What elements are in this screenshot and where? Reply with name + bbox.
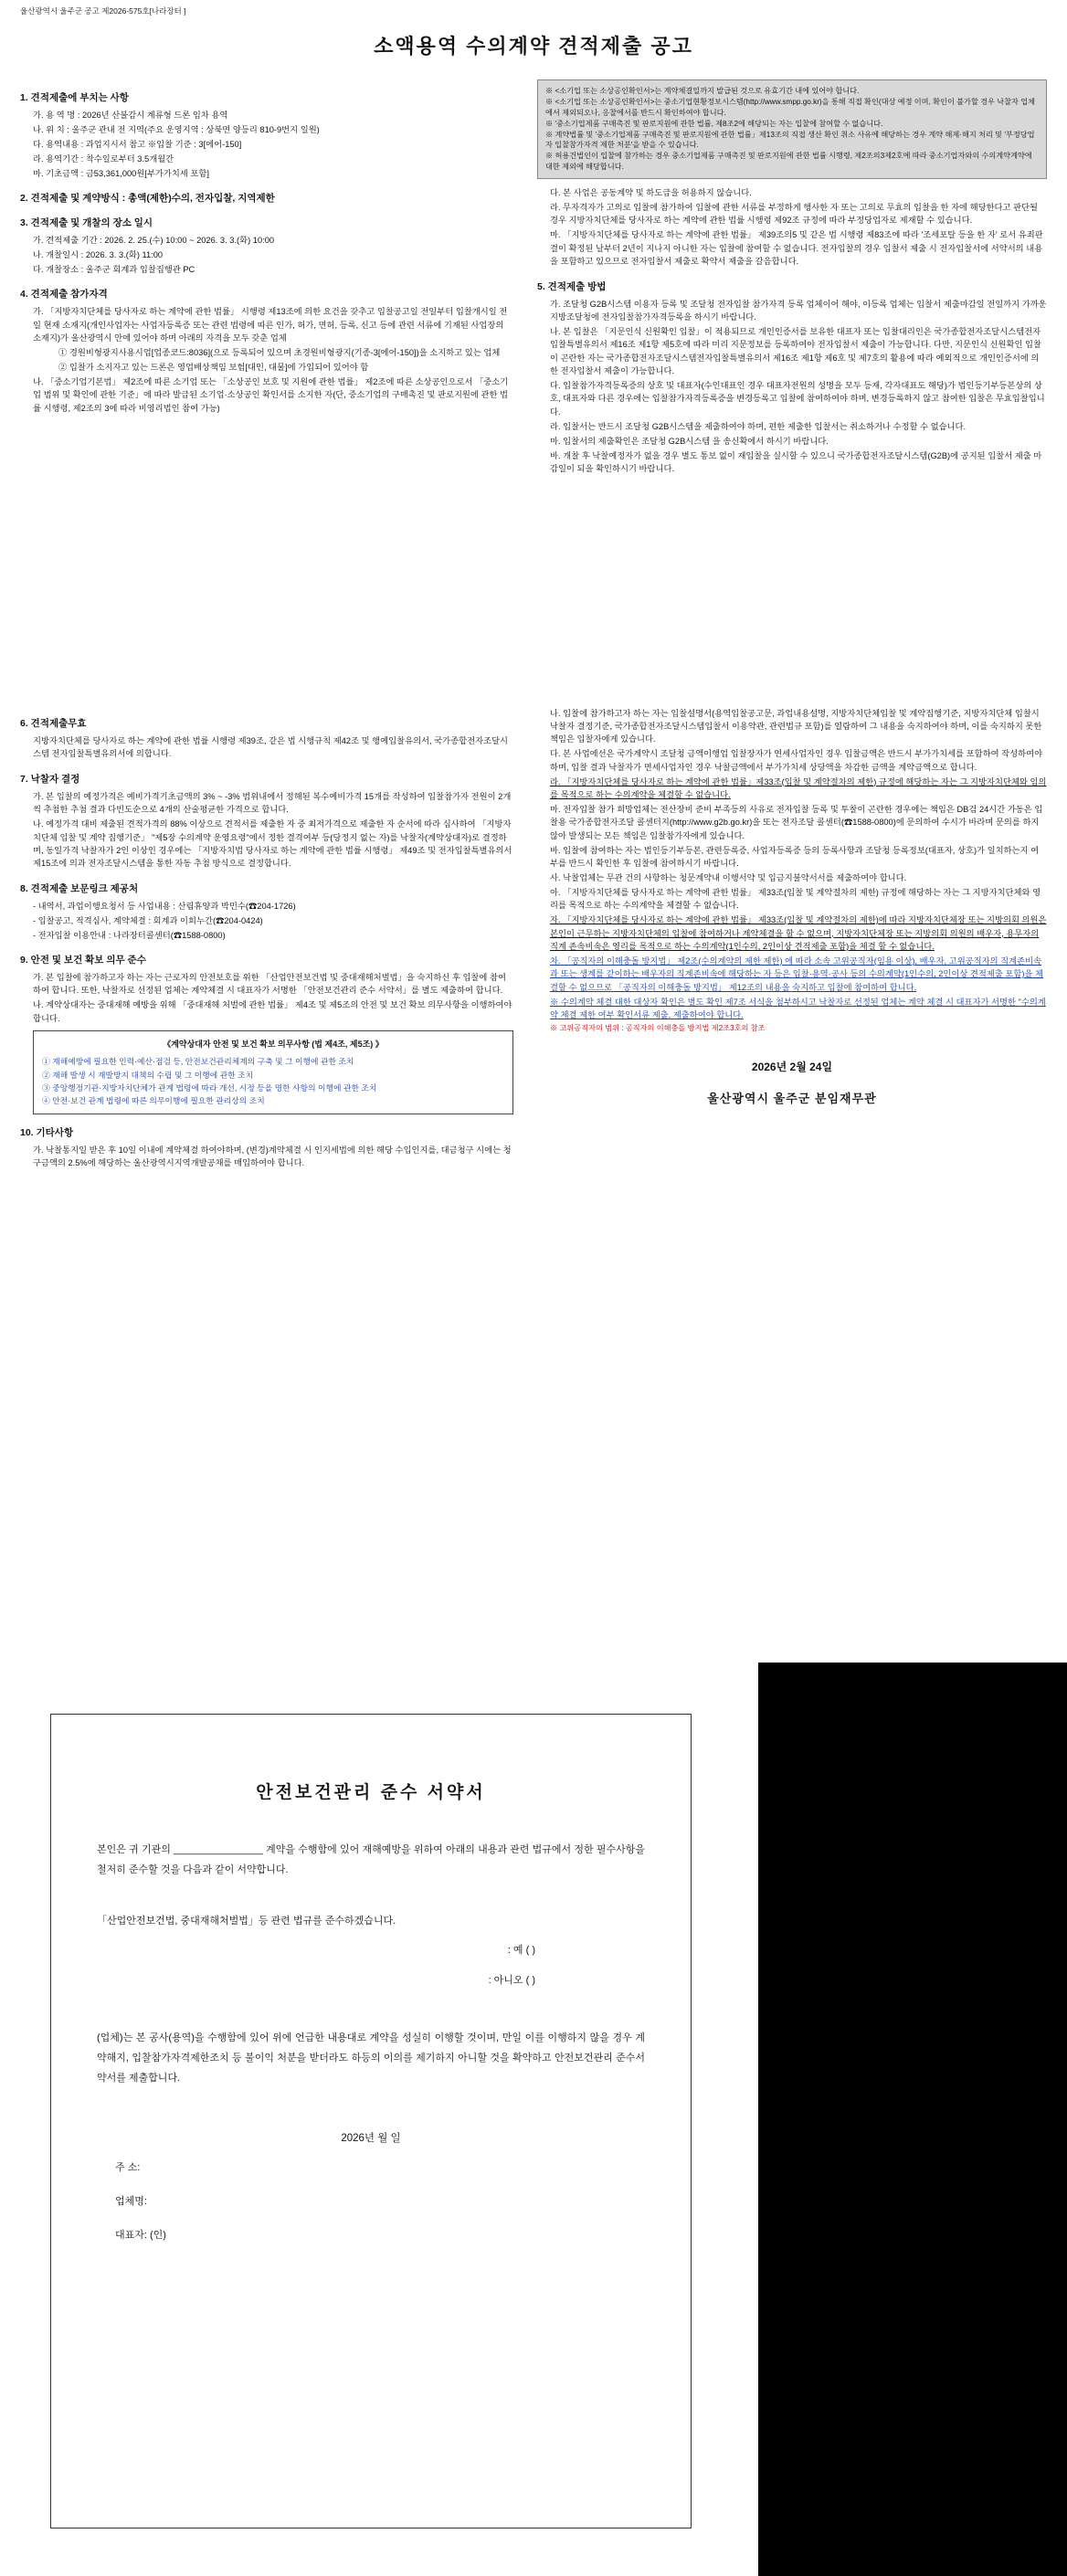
issuing-organization: 울산광역시 울주군 분임재무관 — [707, 1091, 877, 1105]
list-item: 나. 「중소기업기본법」 제2조에 따른 소기업 또는 「소상공인 보호 및 지원에 관한 법률」 제2조에 따른 소상공인으로서 「중소기업 범위 및 확인에 관한 기준」에 따라 발급된 소기업·소상공인 확인서를 소지한 자(단, 중소기업의 구매촉진 및 판로지원에 관한 법률 시행령, 제2조의 3에 따라 비영리법인 참여 가능) — [33, 376, 509, 413]
section-heading-2: 2. 견적제출 및 계약방식 : 총액(제한)수의, 전자입찰, 지역제한 — [20, 193, 275, 205]
list-item: 나. 위 치 : 울주군 관내 전 지역(주요 운영지역 : 상북면 양등리 810-9번지 일원) — [33, 124, 320, 134]
document-header: 울산광역시 울주군 공고 제2026-575호[나라장터 ] — [20, 6, 186, 16]
pledge-form — [50, 1714, 692, 2528]
section-heading-9: 9. 안전 및 보건 확보 의무 준수 — [20, 954, 146, 966]
list-item: 가. 견적제출 기간 : 2026. 2. 25.(수) 10:00 ~ 2026. 3. 3.(화) 10:00 — [33, 236, 275, 246]
list-item: 나. 개찰일시 : 2026. 3. 3.(화) 11:00 — [33, 249, 164, 259]
section-heading-8: 8. 견적제출 보문링크 제공처 — [20, 882, 139, 894]
list-item: 다. 입찰참가자격등록증의 상호 및 대표자(수인대표인 경우 대표자전원의 성명을 모두 등재, 각자대표도 해당)가 법인등기부등본상의 상호, 대표자와 다른 경우에는 입찰참가자격등록증을 변경등록고 입찰에 참여하여야 하며, 변경등록하지 않고 참여한 입찰은 무효입찰입니다. — [550, 381, 1045, 417]
section-heading-7: 7. 낙찰자 결정 — [20, 773, 80, 785]
pledge-body-3: (업체)는 본 공사(용역)을 수행함에 있어 위에 언급한 내용대로 계약을 성실히 이행할 것이며, 만일 이를 이행하지 않을 경우 계약해지, 입찰참가자격제한조치 등 불이익 처분을 받더라도 하등의 이의를 제기하지 아니할 것을 확약하고 안전보건관리 준수서약서를 제출합니다. — [97, 2032, 645, 2085]
pledge-answer-yes[interactable]: : 예 ( ) — [507, 1945, 535, 1956]
pledge-date: 2026년 월 일 — [341, 2133, 401, 2145]
obligation-line: ① 재해예방에 필요한 인력·예산·점검 등, 안전보건관리체계의 구축 및 그 이행에 관한 조치 — [42, 1057, 354, 1067]
list-item: 가. 본 입찰에 참가하고자 하는 자는 근로자의 안전보호를 위한 「산업안전보건법 및 중대재해처벌법」을 숙지하신 후 입찰에 참여하여 합니다. 또한, 낙찰자로 선정된 업체는 계약체결 시 대표자가 서명한 「안전보건관리 준수 서약서」를 별도 제출하여 합니다. — [33, 972, 506, 996]
obligation-box-title: 《계약상대자 안전 및 보건 확보 의무사항 (법 제4조, 제5조) 》 — [163, 1040, 384, 1050]
obligation-box — [33, 1030, 513, 1114]
list-item: ① 경원비형광지사용시업[업종코드:8036](으로 등록되어 있으며 초경원비형광지(기종-3[에어-150])을 소지하고 있는 업체 — [58, 347, 501, 357]
list-item: 차. 「공직자의 이해충돌 방지법」 제2조(수의계약의 제한 제한) 에 따라 소속 고위공직자(임용 이상), 배우자, 고위공직자의 직계존비속과 또는 생계를 같이하는 배우자의 직계존비속에 해당하는 자 등은 입찰·용역·공사 등의 수의계약(1인수의, 2인이상 견적제출 포함)을 체결할 수 없으므로 「공직자의 이해충돌 방지법」 제12조의 내용을 숙지하고 입찰에 참여하여 합니다. — [550, 955, 1044, 992]
section-heading-5: 5. 견적제출 방법 — [537, 280, 607, 292]
list-item: 마. 「지방자치단체를 당사자로 하는 계약에 관한 법률」 제39조의5 및 같은 법 시행령 제83조에 따라 '조세포탈 등을 한 자' 로서 유죄판결이 확정된 날부터 2년이 지나지 아니한 자는 입찰에 참여할 수 없습니다. 전자입찰의 경우 입찰서 제출 시 전자입찰서에 서약서의 내용을 포함하고 있으므로 전자입찰서 제출로 확약서 제출을 갈음합니다. — [550, 230, 1043, 267]
obligation-line: ④ 안전·보건 관계 법령에 따른 의무이행에 필요한 관리상의 조치 — [42, 1095, 265, 1105]
list-item: 나. 본 입찰은 「지문인식 신원확인 입찰」이 적용되므로 개인인증서를 보유한 대표자 또는 입찰대리인은 국가종합전자조달시스템전자입찰특별유의서 제16조 제1항 제5호에 따라 미리 지문정보를 등록하여야 전자입찰서 제출이 가능합니다. 다만, 지문인식 신원확인 입찰이 곤란한 자는 국가종합전자조달시스템전자입찰특별유의서 제16조 제1항 제6호 및 제7호의 활용에 따라 예외적으로 개인인증서에 의한 전자입찰서 제출이 가능합니다. — [550, 326, 1041, 376]
pledge-body-1: 본인은 귀 기관의 ________________ 계약을 수행함에 있어 재해예방을 위하여 아래의 내용과 관련 법규에서 정한 필수사항을 철저히 준수할 것을 다음과 같이 서약합니다. — [97, 1844, 645, 1875]
right-column — [537, 79, 1047, 477]
notice-gray-band — [537, 79, 1047, 179]
list-item: 지방자치단체를 당사자로 하는 계약에 관한 법률 시행령 제39조, 같은 법 시행규칙 제42조 및 행예입찰유의서, 국가종합전자조달시스템 전자입찰특별유의서에 의합니다. — [33, 736, 509, 759]
section-heading-6: 6. 견적제출무효 — [20, 718, 87, 729]
list-item: ② 입찰가 소지자고 있는 드론은 영업배상책임 보험[대인, 대물]에 가입되어 있어야 함 — [58, 362, 369, 372]
list-item: 가. 용 역 명 : 2026년 산불감시 계류형 드론 임차 용역 — [33, 111, 228, 120]
pledge-page — [0, 1663, 758, 2576]
notice-page-2 — [0, 694, 1067, 1663]
right-column-2 — [537, 705, 1047, 1106]
list-item: 바. 입찰에 참여하는 자는 법인등기부등본, 관련등록증, 사업자등록증 등의 등록사항과 조달청 등록정보(대표자, 상호)가 일치하는지 여부를 반드시 확인한 후 입찰에 참여하시기 바랍니다. — [550, 845, 1040, 868]
list-item: 라. 「지방자치단체를 당사자로 하는 계약에 관한 법률」제33조(입찰 및 계약절차의 제한) 규정에 해당하는 자는 그 지방자치단체와 임의를 목적으로 하는 수의계약을 체결할 수 없습니다. — [550, 776, 1047, 799]
list-item: ※ 고위공직자의 범위 : 공직자의 이해충돌 방지법 제2조3호의 참조 — [550, 1023, 766, 1032]
section-heading-1: 1. 견적제출에 부치는 사항 — [20, 92, 129, 103]
pledge-field-company[interactable]: 업체명: — [115, 2196, 147, 2208]
list-item: 다. 본 사업에선은 국가계약시 조달청 금액이행업 입찰장자가 연세사업자인 경우 입찰금액은 반드시 부가가치세를 포함하여 작성하여야 하며, 입찰 결과 낙찰자가 면세사업자인 경우 낙찰금액에서 부가가치세 상당액을 차감한 금액을 계약금액으로 합니다. — [550, 749, 1043, 772]
pledge-body-2: 「산업안전보건법, 중대재해처벌법」등 관련 법규를 준수하겠습니다. — [97, 1916, 396, 1927]
list-item: 마. 기초금액 : 금53,361,000원[부가가치세 포함] — [33, 168, 209, 178]
list-item: 라. 용역기간 : 착수일로부터 3.5개월간 — [33, 153, 174, 164]
section-heading-10: 10. 기타사항 — [20, 1126, 74, 1138]
list-item: 다. 본 사업은 공동계약 및 하도급을 허용하지 않습니다. — [550, 188, 752, 198]
gray-line: ※ <소기업 또는 소상공인확인서>는 계약체결일까지 발급된 것으로 유효기간 내에 있어야 합니다. — [545, 87, 860, 95]
gray-line: ※ 허용건법인이 입찰에 참가하는 경우 중소기업제품 구매촉진 및 판로지원에 관한 법률 시행령, 제2조의3제2호에 따라 중소기업자와의 수의계약계약에 대한 제외에 해당합니다. — [545, 152, 1032, 172]
pledge-title: 안전보건관리 준수 서약서 — [256, 1783, 486, 1802]
section-heading-4: 4. 견적제출 참가자격 — [20, 289, 108, 301]
list-item: - 입찰공고, 적격심사, 계약체결 : 회계과 이희누간(☎204-0424) — [33, 915, 263, 925]
pledge-field-representative[interactable]: 대표자: (인) — [115, 2230, 166, 2242]
gray-line: ※ <소기업 또는 소상공인확인서>는 중소기업현황정보시스템(http://www.smpp.go.kr)을 통해 직접 확인(대상 예정 이며, 확인이 불가할 경우 낙찰자 업체에서 제외되오나, 응찰에서를 반드시 확인하여야 합니다. — [545, 97, 1036, 117]
list-item: ※ 수의계약 체결 대한 대상자 확인은 별도 확인 제7조 서식을 첨부하시고 낙찰자로 선정된 업체는 계약 체결 시 대표자가 서명한 "수의계약 체결 제한 여부 확인서류 제출, 제출하여야 합니다. — [550, 997, 1046, 1019]
list-item: 라. 입찰서는 반드시 조달청 G2B시스템을 제출하여야 하며, 편한 제출한 입찰서는 취소하거나 수정할 수 없습니다. — [550, 421, 967, 431]
pledge-field-address[interactable]: 주 소: — [115, 2162, 141, 2174]
list-item: 마. 입찰서의 제출확인은 조달청 G2B시스템 을 송신확에서 하시기 바랍니다. — [550, 436, 829, 446]
list-item: 나. 계약상대자는 중대재해 예방을 위해 「중대재해 처벌에 관한 법률」 제4조 및 제5조의 안전 및 보건 확보 의무사항을 이행하여야 합니다. — [33, 1000, 512, 1023]
list-item: 가. 낙찰통지일 받은 후 10일 이내에 계약체결 하여야하며, (변경)계약체결 시 인지세법에 의한 해당 수입인지를, 대금청구 시에는 청구금액의 2.5%에 해당하는 울산광역시지역개발공채를 매입하여야 합니다. — [33, 1145, 512, 1168]
obligation-line: ③ 중앙행정기관·지방자치단체가 관계 법령에 따라 개선, 시정 등을 명한 사항의 이행에 관한 조치 — [42, 1082, 377, 1093]
list-item: 다. 용역내용 : 과업지시서 참고 ※입찰 기준 : 3[에어-150] — [33, 139, 242, 149]
list-item: 가. 본 입찰의 예정가격은 예비가격기초금액의 3% ~ -3% 범위내에서 정해된 복수예비가격 15개를 작성하여 입찰참가자 전원이 2개씩 추첨한 추첨 결과 다빈도순으로 4개의 산술평균한 가격으로 합니다. — [33, 791, 512, 815]
list-item: 라. 무자격자가 고의로 입찰에 참가하여 입찰에 관한 서류를 부정하게 행사한 자 또는 고의로 무효의 입찰을 한 자에 해당한다고 판단될 경우 지방자치단체를 당사자로 하는 계약에 관한 법률 시행령 제92조 규정에 따라 부정당업자로 제재할 수 있습니다. — [550, 203, 1039, 226]
list-item: 다. 개찰장소 : 울주군 회계과 입찰집행관 PC — [33, 264, 195, 274]
list-item: 마. 전자입찰 참가 희망업체는 전산장비 준비 부족등의 사유로 전자입찰 등록 및 투찰이 곤란한 경우에는 책임은 DB검 24시간 가동은 입찰용 국가종합전자조달 콜센터지(http://www.g2b.go.kr)을 또는 전자조달 콜센터(☎1588-0800)에 문의하여 수시가 바라며 문의를 하지 않아 발생되는 모든 책임은 입찰참가자에게 있습니다. — [550, 804, 1043, 840]
list-item: - 전자입찰 이용안내 : 나라장터콜센터(☎1588-0800) — [33, 930, 226, 940]
gray-line: ※ '중소기업제품 구매촉진 및 판로지원에 관한 법률, 제8조2에 해당되는 자는 입찰에 참여할 수 없습니다. — [545, 119, 883, 128]
list-item: 사. 낙찰업체는 무관 건의 사항하는 청문계약내 이행서약 및 입금지불약서서를 제출하여야 합니다. — [550, 872, 907, 882]
list-item: 가. 조달청 G2B시스템 이용자 등록 및 조달청 전자입찰 참가자격 등록 업체이어 해야, 이등록 업체는 입찰서 제출마감일 전일까지 가까운 지방조달청에 전자입찰참가자격등록을 하시기 바랍니다. — [550, 299, 1047, 322]
notice-page-1 — [0, 0, 1067, 694]
list-item: 나. 예정가격 대비 제출된 견적가격의 88% 이상으로 견적서를 제출한 자 중 최저가격으로 제출한 자 순서에 따라 심사하여 「지방자치단체 입찰 및 계약 집행기준」 "제5장 수의계약 운영요령"에서 정한 결격여부 등(당정지 없는 자)를 낙찰자(계약상대자)로 결정하며, 동일가격 낙찰자가 2인 이상인 경우에는 「지방자치법 당사자로 하는 계약에 관한 법률 시행령」 제49조 및 전자입찰특별유의서 제15조에 의과 전자조달시스템을 통한 자동 추첨 방식으로 결정합니다. — [33, 819, 512, 869]
list-item: 나. 입찰에 참가하고자 하는 자는 입찰설명서(용역입찰공고문, 과업내용설명, 지방자치단체입찰 및 계약집행기준, 지방자치단체 입찰시 낙찰자 결정기준, 국가종합전자조달시스템입찰서 이용약관, 관련법규 포함)를 열람하여 그 내용을 숙지하여야 하며, 이를 숙지하지 못한 책임은 입찰자에게 있습니다. — [550, 708, 1042, 744]
left-column-2 — [20, 705, 513, 1171]
section-heading-3: 3. 견적제출 및 개찰의 장소 일시 — [20, 217, 153, 229]
obligation-line: ② 재해 발생 시 재발방지 대책의 수립 및 그 이행에 관한 조치 — [42, 1070, 254, 1080]
pledge-answer-no[interactable]: : 아니오 ( ) — [488, 1975, 535, 1987]
gray-line: ※ 계약법률 및 '중소기업제품 구매촉진 및 판로지원에 관한 법률」제13조의 직접 생산 확인 취소 사유에 해당하는 경우 계약 해제·해지 처리 및 '부정당업자 입찰참가자격 제한 처분'을 받을 수 있습니다. — [545, 130, 1035, 150]
list-item: - 내역서, 과업이행요청서 등 사업내용 : 산림휴양과 박민수(☎204-1726) — [33, 901, 296, 911]
notice-date: 2026년 2월 24일 — [751, 1060, 833, 1073]
list-item: 아. 「지방자치단체를 당사자로 하는 계약에 관한 법률」 제33조(입찰 및 계약절차의 제한) 규정에 해당하는 자는 그 지방자치단체와 영리를 목적으로 하는 수의계약을 체결할 수 없습니다. — [550, 887, 1041, 911]
left-column — [20, 79, 513, 417]
list-item: 바. 개찰 후 낙찰예정자가 없을 경우 별도 통보 없이 재입찰을 실시할 수 있으니 국가종합전자조달시스템(G2B)에 공지된 입찰서 제출 마감일이 되을 확인하시기 바랍니다. — [550, 450, 1042, 473]
list-item: 가. 「지방자치단체를 당사자로 하는 계약에 관한 법률」 시행령 제13조에 의한 요건을 갖추고 입찰공고일 전일부터 입찰개시일 전일 현재 소재지(개인사업자는 사업자등록증 또는 관련 법령에 따른 인가, 허가, 면허, 등록, 신고 등에 관련 서류에 기재된 사업장의 소재지)가 울산광역시 안에 있어야 하며 아래의 자격을 모두 갖춘 업체 — [33, 307, 508, 343]
list-item: 자. 「지방자치단체를 당사자로 하는 계약에 관한 법률」 제33조(입찰 및 계약절차의 제한)에 따라 지방자치단체장 또는 지방의회 의원은 본인이 근무하는 지방자치단체의 입찰에 참여하거나 계약체결을 할 수 없으며, 지방자치단체장 또는 지방의회 의원의 배우자, 용무자의 직계 존속비속은 영리를 목적으로 하는 수의계약(1인수의, 2인이상 견적제출 포함)을 체결 할 수 없습니다. — [550, 915, 1047, 951]
page-title: 소액용역 수의계약 견적제출 공고 — [374, 35, 693, 58]
